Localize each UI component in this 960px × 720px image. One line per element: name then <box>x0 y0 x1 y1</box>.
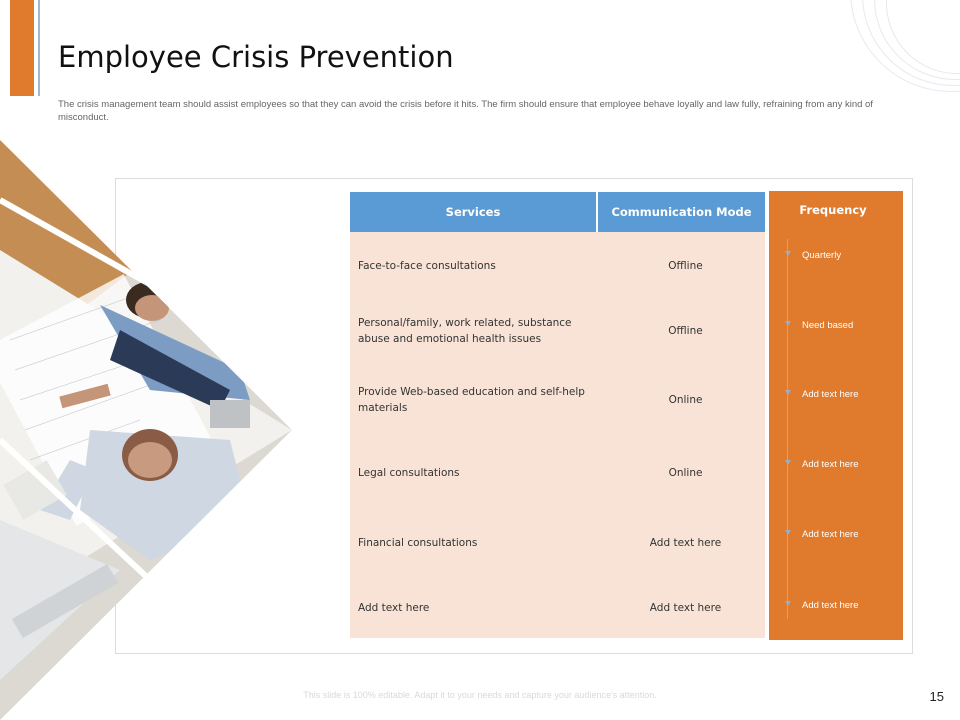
table-row <box>350 533 765 553</box>
arrow-down-icon <box>785 390 791 395</box>
table-header-row <box>350 192 765 232</box>
accent-bar <box>10 0 34 96</box>
table-row <box>350 598 765 618</box>
arrow-down-icon <box>785 530 791 535</box>
frequency-panel <box>769 191 903 640</box>
mode-cell: Offline <box>668 325 703 337</box>
frequency-item: Add text here <box>802 459 859 470</box>
arrow-down-icon <box>785 601 791 606</box>
page-title: Employee Crisis Prevention <box>58 40 454 74</box>
table-row <box>350 314 765 348</box>
header-communication-mode: Communication Mode <box>611 205 752 219</box>
service-cell: Financial consultations <box>358 537 478 549</box>
accent-line <box>38 0 40 96</box>
arrow-down-icon <box>785 460 791 465</box>
service-cell: Add text here <box>358 602 430 614</box>
mode-cell: Online <box>668 467 703 479</box>
service-cell: Provide Web-based education and self-help materials <box>358 386 585 414</box>
arrow-down-icon <box>785 321 791 326</box>
slide-subtitle: The crisis management team should assist employees so that they can avoid the crisis before it hits. The firm should ensure that employee behave loyally and law fully, refraining from any kind of misconduct. <box>58 99 873 123</box>
frequency-item: Add text here <box>802 529 859 540</box>
mode-cell: Add text here <box>649 602 722 614</box>
decorative-circles <box>850 0 960 100</box>
arrow-down-icon <box>785 251 791 256</box>
table-row <box>350 383 765 417</box>
mode-cell: Offline <box>668 260 703 272</box>
mode-cell: Add text here <box>649 537 722 549</box>
frequency-item: Add text here <box>802 600 859 611</box>
frequency-title: Frequency <box>799 203 867 217</box>
frequency-item: Quarterly <box>802 250 842 261</box>
services-table <box>350 192 765 638</box>
frequency-item: Add text here <box>802 389 859 400</box>
page-number: 15 <box>929 689 944 704</box>
office-photo-image <box>0 140 292 720</box>
mode-cell: Online <box>668 394 703 406</box>
footer-note: This slide is 100% editable. Adapt it to your needs and capture your audience's attention. <box>303 690 657 700</box>
table-row <box>350 256 765 276</box>
header-services: Services <box>350 192 598 232</box>
frequency-item: Need based <box>802 320 854 331</box>
service-cell: Legal consultations <box>358 467 460 479</box>
table-row <box>350 463 765 483</box>
service-cell: Face-to-face consultations <box>358 260 496 272</box>
frequency-timeline <box>787 239 788 619</box>
service-cell: Personal/family, work related, substance abuse and emotional health issues <box>358 317 572 345</box>
